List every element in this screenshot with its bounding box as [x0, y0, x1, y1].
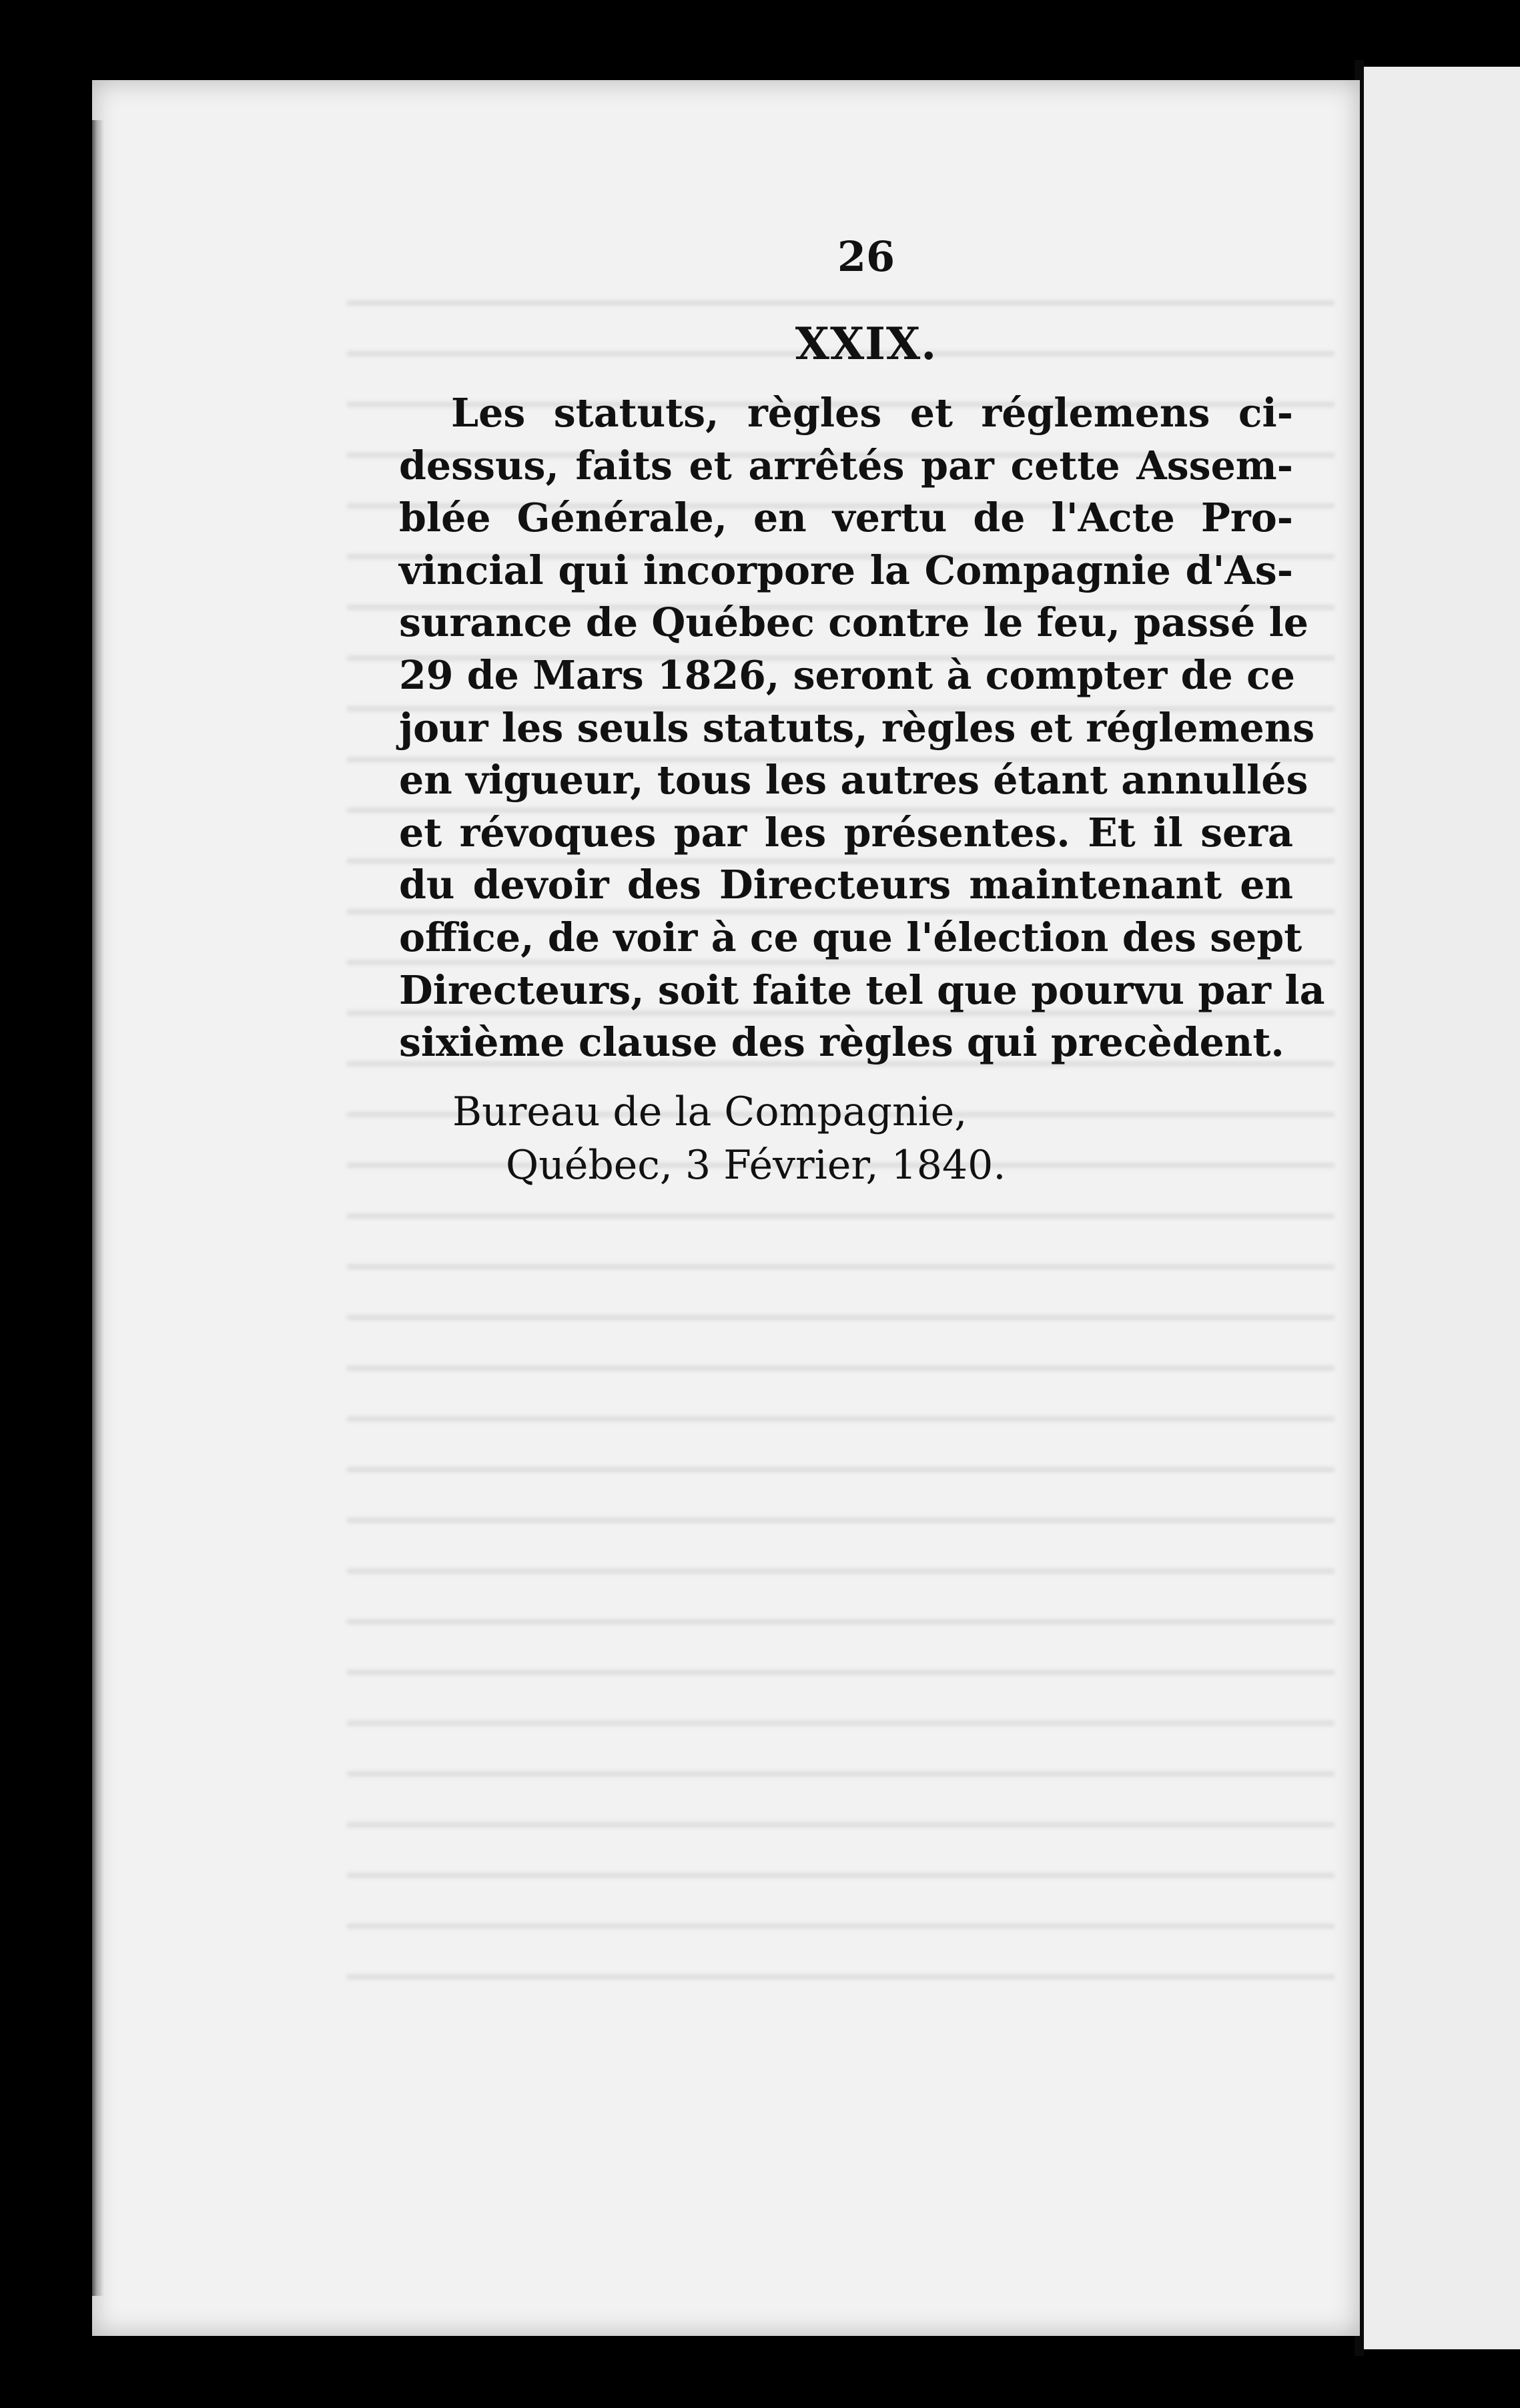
facing-page [1360, 67, 1520, 2349]
text-line: 29 de Mars 1826, seront à compter de ce [399, 651, 1295, 698]
signature-block [399, 1085, 1293, 1192]
text-line: office, de voir à ce que l'élection des sept [399, 914, 1302, 960]
text-line: Directeurs, soit faite tel que pourvu par la [399, 966, 1325, 1013]
signature-place-date: Québec, 3 Février, 1840. [506, 1141, 1006, 1189]
text-line: en vigueur, tous les autres étant annullés [399, 757, 1308, 804]
text-line: blée Générale, en vertu de l'Acte Pro- [399, 495, 1293, 541]
body-paragraph [399, 387, 1325, 1069]
text-line: et révoques par les présentes. Et il sera [399, 809, 1293, 856]
text-line: Les statuts, règles et réglemens ci- [451, 390, 1293, 436]
text-line: sixième clause des règles qui precèdent. [399, 1019, 1284, 1066]
section-heading: XXIX. [795, 318, 937, 370]
text-line: surance de Québec contre le feu, passé le [399, 599, 1309, 646]
page-edge [92, 120, 104, 2296]
page-content [399, 227, 1325, 1192]
text-line: vincial qui incorpore la Compagnie d'As- [399, 547, 1293, 593]
text-line: du devoir des Directeurs maintenant en [399, 862, 1293, 908]
page-number: 26 [837, 232, 895, 281]
text-line: jour les seuls statuts, règles et réglemens [399, 704, 1315, 751]
text-line: dessus, faits et arrêtés par cette Assem- [399, 442, 1293, 489]
signature-office: Bureau de la Compagnie, [452, 1088, 968, 1135]
